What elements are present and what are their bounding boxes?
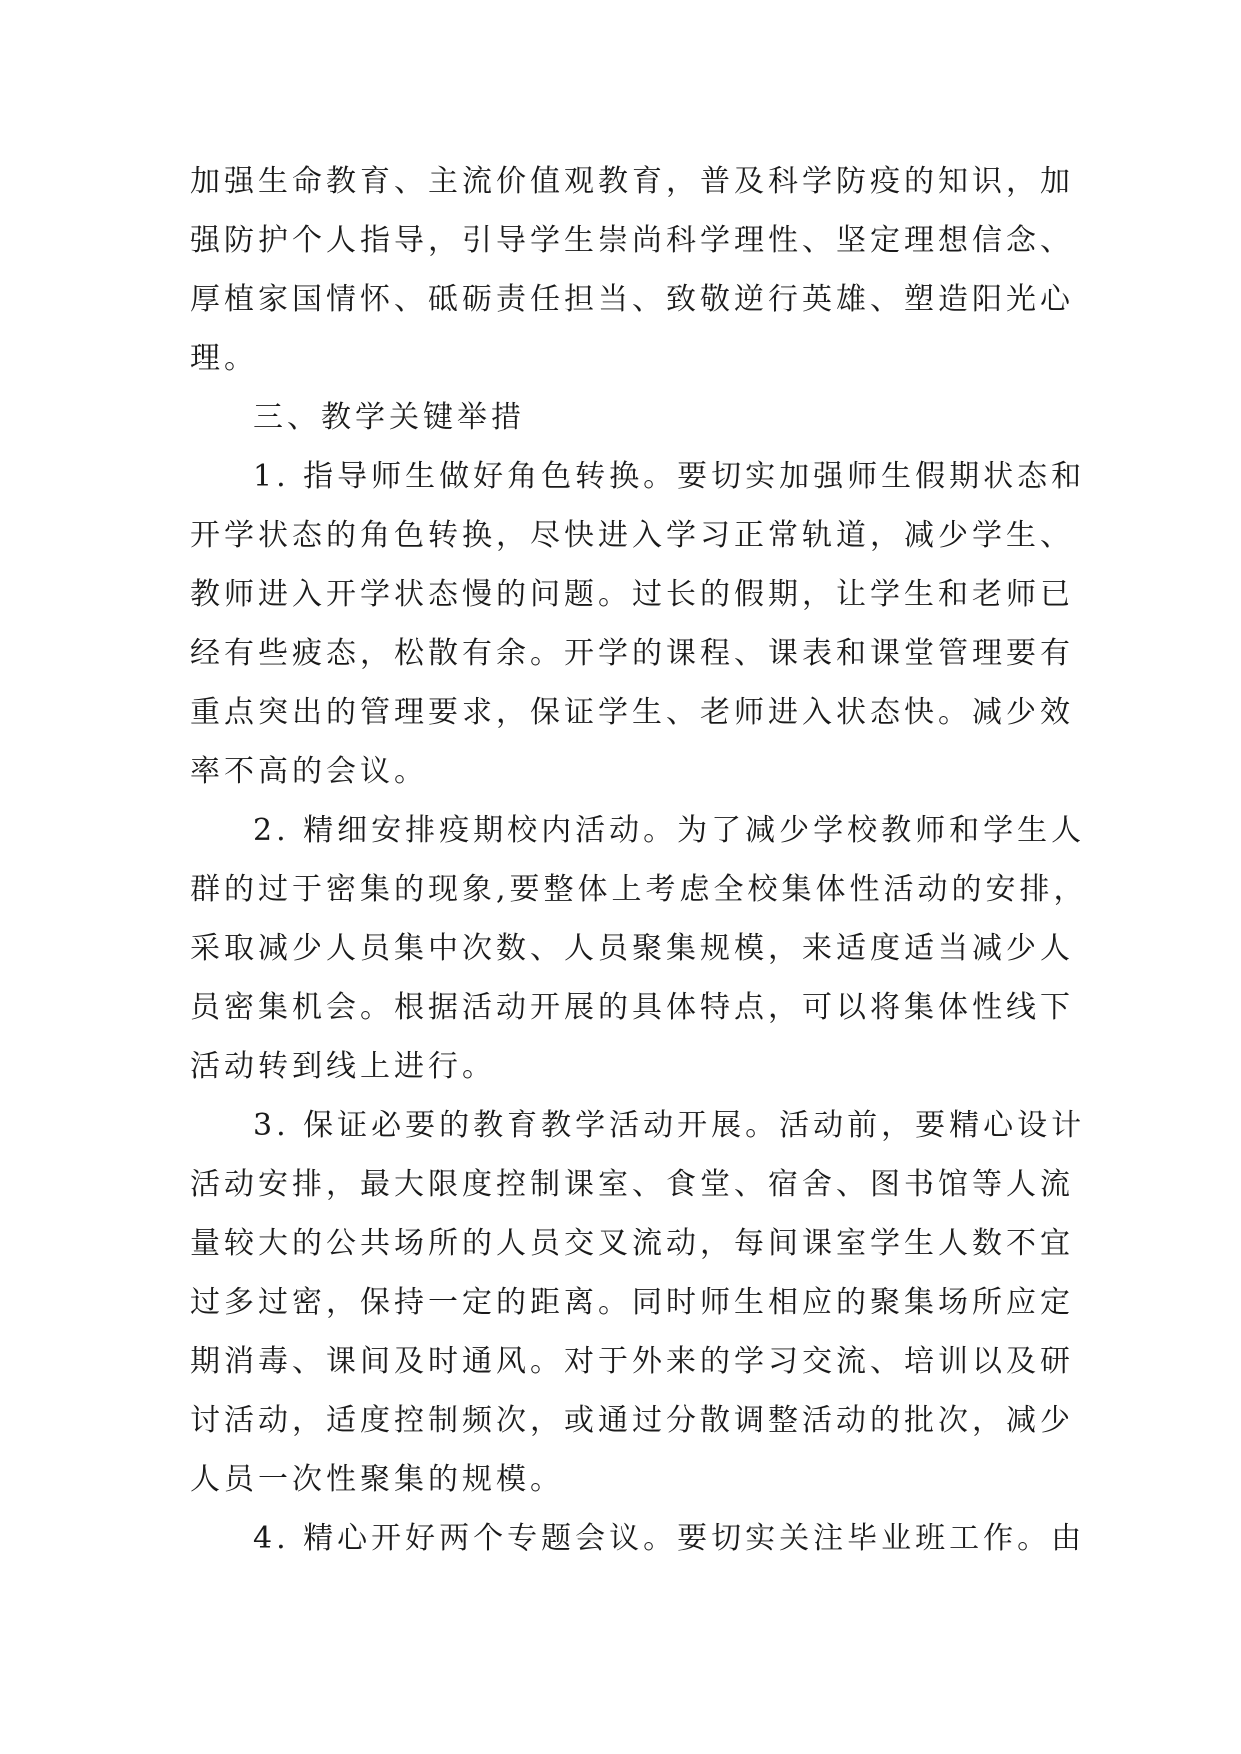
section-heading: 三、教学关键举措 [253, 400, 525, 435]
text-line: 教师进入开学状态慢的问题。过长的假期，让学生和老师已 [190, 577, 1074, 612]
text-line: 采取减少人员集中次数、人员聚集规模，来适度适当减少人 [190, 931, 1074, 966]
text-line: 重点突出的管理要求，保证学生、老师进入状态快。减少效 [190, 695, 1074, 730]
text-line: 经有些疲态，松散有余。开学的课程、课表和课堂管理要有 [190, 636, 1074, 671]
text-line: 3. 保证必要的教育教学活动开展。活动前，要精心设计 [253, 1108, 1086, 1143]
text-line: 群的过于密集的现象,要整体上考虑全校集体性活动的安排， [190, 872, 1088, 907]
text-line: 讨活动，适度控制频次，或通过分散调整活动的批次，减少 [190, 1403, 1074, 1438]
text-line: 活动安排，最大限度控制课室、食堂、宿舍、图书馆等人流 [190, 1167, 1074, 1202]
body-text [190, 152, 1088, 1568]
text-line: 2. 精细安排疫期校内活动。为了减少学校教师和学生人 [253, 813, 1086, 848]
text-line: 人员一次性聚集的规模。 [190, 1462, 564, 1497]
text-line: 厚植家国情怀、砥砺责任担当、致敬逆行英雄、塑造阳光心 [190, 282, 1074, 317]
text-line: 率不高的会议。 [190, 754, 428, 789]
text-line: 强防护个人指导，引导学生崇尚科学理性、坚定理想信念、 [190, 223, 1074, 258]
text-line: 4. 精心开好两个专题会议。要切实关注毕业班工作。由 [253, 1521, 1086, 1556]
text-line: 开学状态的角色转换，尽快进入学习正常轨道，减少学生、 [190, 518, 1074, 553]
text-line: 量较大的公共场所的人员交叉流动，每间课室学生人数不宜 [190, 1226, 1074, 1261]
text-line: 1. 指导师生做好角色转换。要切实加强师生假期状态和 [253, 459, 1086, 494]
text-line: 理。 [190, 341, 258, 376]
text-line: 活动转到线上进行。 [190, 1049, 496, 1084]
text-line: 员密集机会。根据活动开展的具体特点，可以将集体性线下 [190, 990, 1074, 1025]
text-line: 加强生命教育、主流价值观教育，普及科学防疫的知识，加 [190, 164, 1074, 199]
text-line: 期消毒、课间及时通风。对于外来的学习交流、培训以及研 [190, 1344, 1074, 1379]
text-line: 过多过密，保持一定的距离。同时师生相应的聚集场所应定 [190, 1285, 1074, 1320]
